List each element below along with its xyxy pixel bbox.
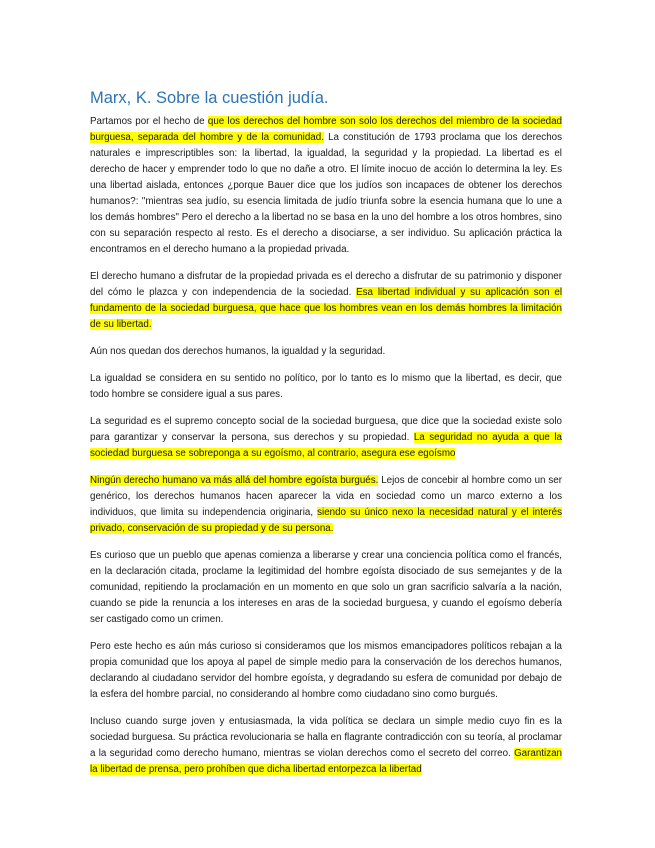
body-text: Aún nos quedan dos derechos humanos, la igualdad y la seguridad. bbox=[90, 345, 386, 357]
body-text: La seguridad es el supremo concepto social de la sociedad burguesa, que dice que la sociedad existe solo para garantizar y conservar la persona, sus derechos y su propiedad. bbox=[90, 416, 562, 443]
highlighted-text: que los derechos del hombre son solo los derechos del miembro de la sociedad burguesa, separada del hombre y de la comunidad. bbox=[90, 116, 562, 143]
body-text: Incluso cuando surge joven y entusiasmada, la vida política se declara un simple medio cuyo fin es la sociedad burguesa. Su práctica revolucionaria se halla en flagrante contradicción con su teoría, al proclamar a la seguridad como derecho humano, mientras se violan derechos como el secreto del correo. bbox=[90, 716, 562, 759]
highlighted-text: siendo su único nexo la necesidad natural y el interés privado, conservación de su propiedad y de su persona. bbox=[90, 506, 562, 534]
body-text: Lejos de concebir al hombre como un ser genérico, los derechos humanos hacen aparecer la vida en sociedad como un marco externo a los individuos, que limita su independencia originaria, bbox=[90, 475, 562, 518]
paragraph bbox=[90, 548, 562, 628]
document-body bbox=[90, 114, 562, 789]
highlighted-text: Esa libertad individual y su aplicación son el fundamento de la sociedad burguesa, que hace que los hombres vean en los demás hombres la limitación de su libertad. bbox=[90, 286, 562, 330]
document-title: Marx, K. Sobre la cuestión judía. bbox=[90, 89, 329, 107]
paragraph bbox=[90, 269, 562, 333]
paragraph bbox=[90, 114, 562, 258]
highlighted-text: Garantizan la libertad de prensa, pero prohíben que dicha libertad entorpezca la libertad bbox=[90, 747, 562, 775]
highlighted-text: La seguridad no ayuda a que la sociedad burguesa se sobreponga a su egoísmo, al contrario, asegura ese egoísmo bbox=[90, 431, 562, 459]
body-text: El derecho humano a disfrutar de la propiedad privada es el derecho a disfrutar de su patrimonio y disponer del cómo le plazca y con independencia de la sociedad. bbox=[90, 270, 562, 298]
paragraph bbox=[90, 371, 562, 403]
body-text: La igualdad se considera en su sentido no político, por lo tanto es lo mismo que la libertad, es decir, que todo hombre se considere igual a sus pares. bbox=[90, 372, 562, 400]
paragraph bbox=[90, 714, 562, 778]
paragraph bbox=[90, 414, 562, 462]
paragraph bbox=[90, 639, 562, 703]
paragraph bbox=[90, 344, 562, 360]
highlighted-text: Ningún derecho humano va más allá del hombre egoísta burgués. bbox=[90, 475, 379, 487]
body-text: Es curioso que un pueblo que apenas comienza a liberarse y crear una conciencia política como el francés, en la declaración citada, proclame la legitimidad del hombre egoísta disociado de sus semejantes y de la comunidad, repitiendo la proclamación en un momento en que solo un gran sacrificio salvaría a la nación, cuando se pide la renuncia a los intereses en aras de la sociedad burguesa, y cuando el egoísmo debería ser castigado como un crimen. bbox=[90, 550, 562, 625]
body-text: La constitución de 1793 proclama que los derechos naturales e imprescriptibles son: la libertad, la igualdad, la seguridad y la propiedad. La libertad es el derecho de hacer y emprender todo lo que no dañe a otro. El límite inocuo de acción lo determina la ley. Es una libertad aislada, entonces ¿porque Bauer dice que los judíos son incapaces de obtener los derechos humanos?: "mientras sea judío, su esencia limitada de judío triunfa sobre la esencia humana que lo une a los demás hombres" Pero el derecho a la libertad no se basa en la uno del hombre a los otros hombres, sino con su separación respecto al resto. Es el derecho a disociarse, a ser individuo. Su aplicación práctica la encontramos en el derecho humano a la propiedad privada. bbox=[90, 131, 562, 255]
body-text: Partamos por el hecho de bbox=[90, 116, 208, 127]
paragraph bbox=[90, 473, 562, 537]
body-text: Pero este hecho es aún más curioso si consideramos que los mismos emancipadores políticos rebajan a la propia comunidad que los apoya al papel de simple medio para la conservación de los derechos humanos, declarando al ciudadano servidor del hombre egoísta, y degradando su esfera de comunidad por debajo de la esfera del hombre parcial, no considerando al hombre como ciudadano sino como burgués. bbox=[90, 641, 562, 700]
